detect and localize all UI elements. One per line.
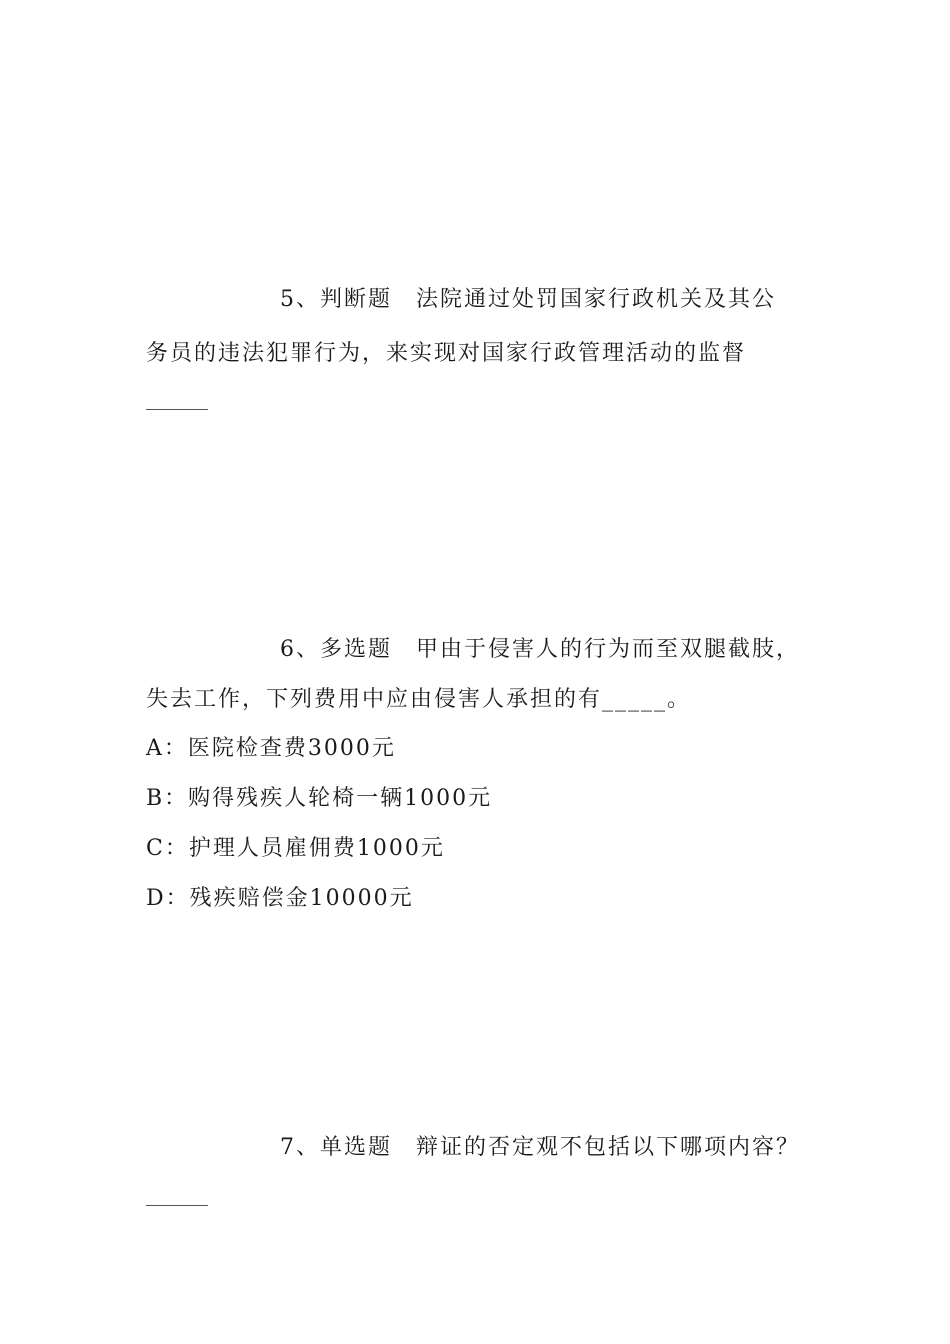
- question-6-stem-line2: 失去工作，下列费用中应由侵害人承担的有_____。: [146, 687, 692, 712]
- question-7-line1: [280, 1134, 800, 1162]
- question-5-number-type: 5、判断题: [280, 287, 392, 312]
- question-5-answer-blank: [146, 409, 208, 410]
- question-6-stem-line1: 甲由于侵害人的行为而至双腿截肢，: [416, 637, 801, 662]
- question-6-number-type: 6、多选题: [280, 637, 392, 662]
- question-6-option-d: D：残疾赔偿金10000元: [146, 886, 414, 911]
- question-7-number-type: 7、单选题: [280, 1135, 392, 1160]
- question-5-line1: [280, 286, 776, 314]
- question-5-stem-line2: 务员的违法犯罪行为，来实现对国家行政管理活动的监督: [146, 341, 747, 366]
- question-5-stem-line1: 法院通过处罚国家行政机关及其公: [416, 287, 777, 312]
- question-6-line1: [280, 636, 800, 664]
- question-6-option-b: B：购得残疾人轮椅一辆1000元: [146, 786, 493, 811]
- question-6-option-a: A：医院检查费3000元: [146, 736, 396, 761]
- question-7-stem-line1: 辩证的否定观不包括以下哪项内容？: [416, 1135, 801, 1160]
- question-7-answer-blank: [146, 1205, 208, 1206]
- question-6-option-c: C：护理人员雇佣费1000元: [146, 836, 445, 861]
